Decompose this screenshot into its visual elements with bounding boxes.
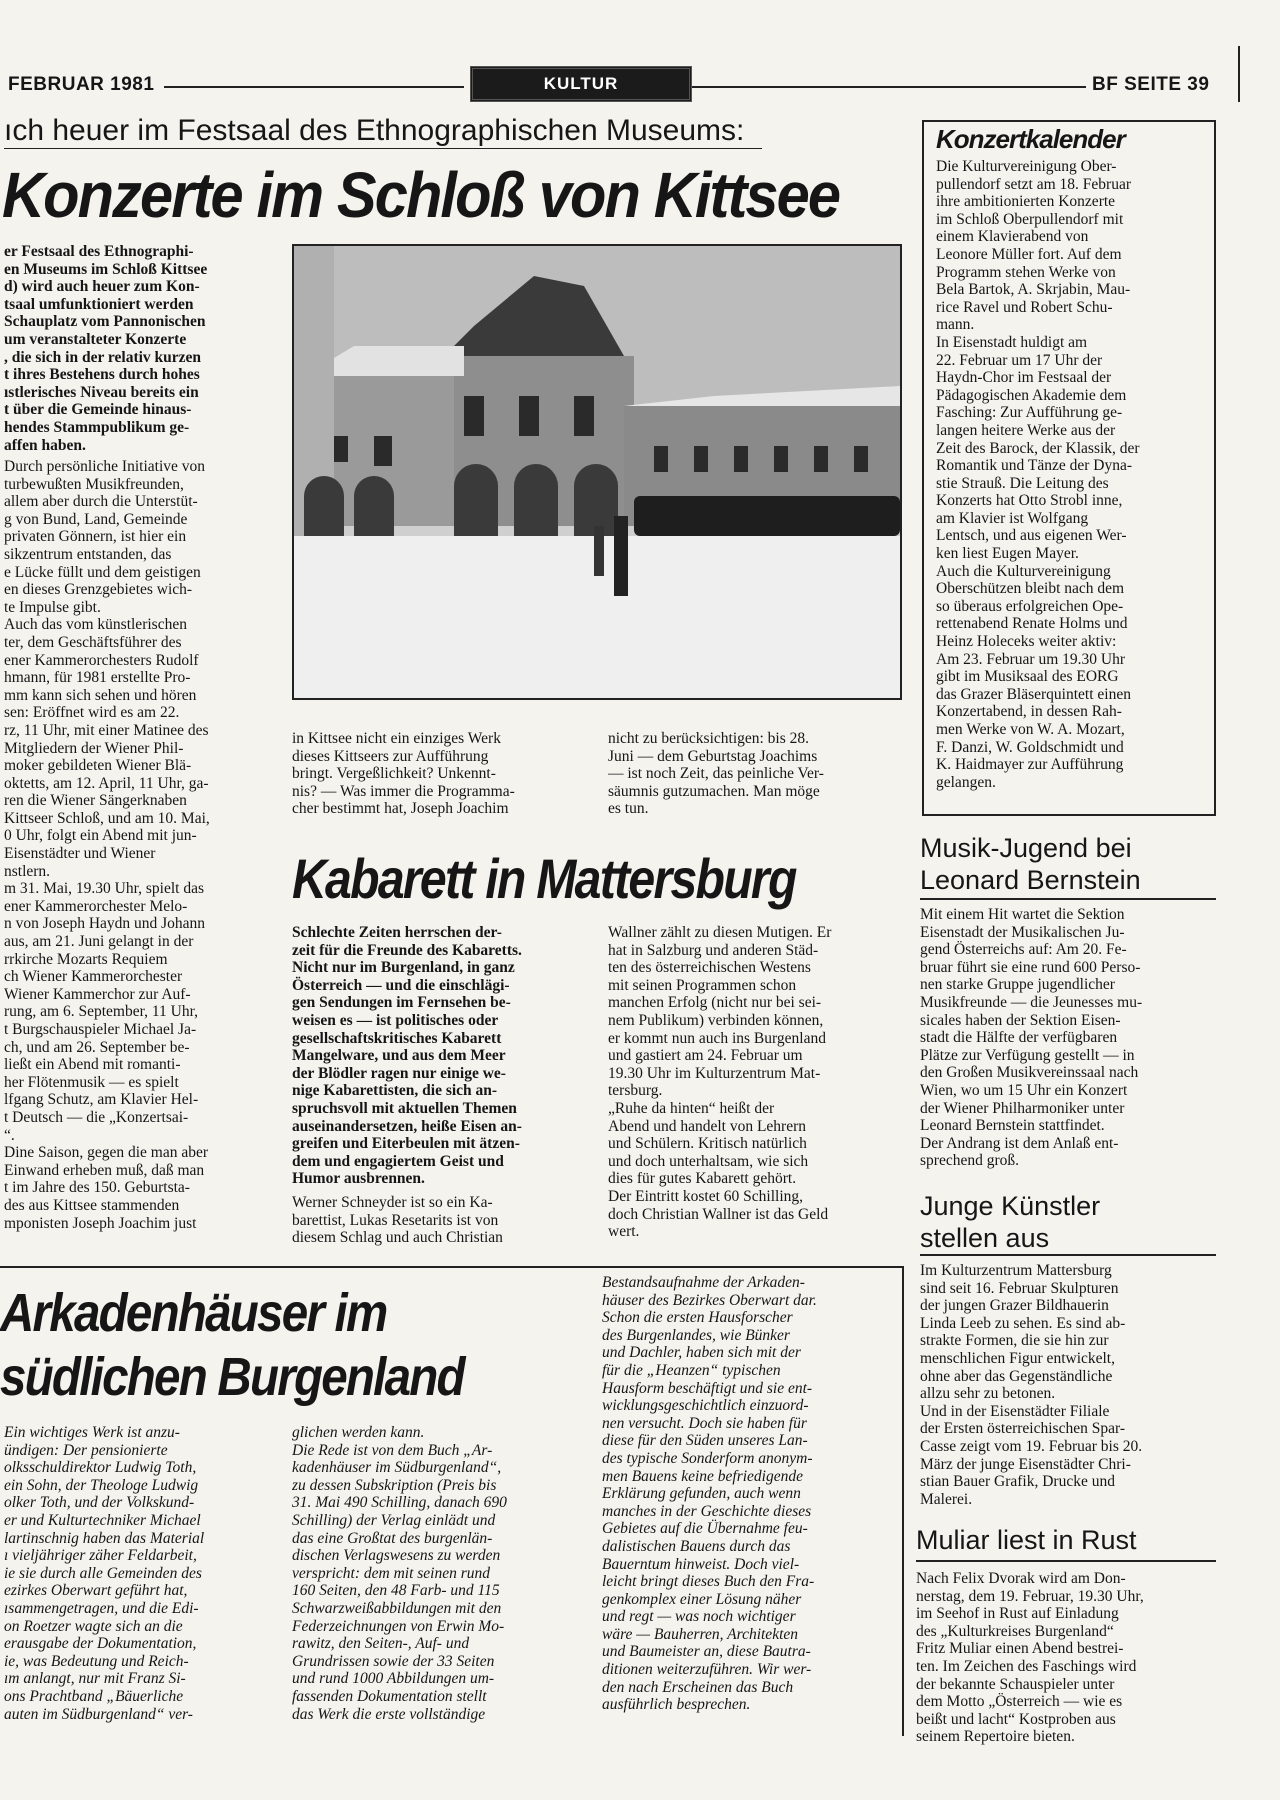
arkaden-body-col2: glichen werden kann. Die Rede ist von dem Buch „Ar- kadenhäuser im Südburgenland“, zu dessen Subskription (Preis bis 31. Mai 490 Schilling, danach 690 Schilling) der Verlag einlädt und das eine Großtat des burgenlän- dischen Verlagswesens zu werden verspricht: dem mit seinen rund 160 Seiten, den 48 Farb- und 115 Schwarzweißabbildungen mit den Federzeichnungen von Erwin Mo- rawitz, den Seiten-, Auf- und Grundrissen sowie der 33 Seiten und rund 1000 Abbildungen um- fassenden Dokumentation stellt das Werk die erste vollständige (292, 1424, 507, 1723)
muliar-rule (916, 1560, 1216, 1562)
kabarett-body-col2: Wallner zählt zu diesen Mutigen. Er hat in Salzburg und anderen Städ- ten des österreichischen Westens mit seinen Programmen schon manchen Erfolg (nicht nur bei sei- nem Publikum) verbinden können, er kommt nun auch ins Burgenland und gastiert am 24. Februar um 19.30 Uhr im Kulturzentrum Mat- tersburg. „Ruhe da hinten“ heißt der Abend und handelt von Lehrern und Schülern. Kritisch natürlich und doch unterhaltsam, wie sich dies für gutes Kabarett gehört. Der Eintritt kostet 60 Schilling, doch Christian Wallner ist das Geld wert. (608, 924, 832, 1241)
photo-drawing (294, 246, 900, 698)
schloss-kittsee-photo (292, 244, 902, 700)
header-rule-right (692, 86, 1086, 88)
junge-kuenstler-rule (920, 1254, 1216, 1256)
konzertkalender-text: Die Kulturvereinigung Ober- pullendorf setzt am 18. Februar ihre ambitionierten Konzerte im Schloß Oberpullendorf mit einem Klavierabend von Leonore Müller fort. Auf dem Programm stehen Werke von Bela Bartok, A. Skrjabin, Mau- rice Ravel und Robert Schu- mann. In Eisenstadt huldigt am 22. Februar um 17 Uhr der Haydn-Chor im Festsaal der Pädagogischen Akademie dem Fasching: Zur Aufführung ge- langen heitere Werke aus der Zeit des Barock, der Klassik, der Romantik und Tänze der Dyna- stie Strauß. Die Leitung des Konzerts hat Otto Strobl inne, am Klavier ist Wolfgang Lentsch, und aus eigenen Wer- ken liest Eugen Mayer. Auch die Kulturvereinigung Oberschützen bleibt nach dem so überaus erfolgreichen Ope- rettenabend Renate Holms und Heinz Holeceks weiter aktiv: Am 23. Februar um 19.30 Uhr gibt im Musiksaal des EORG das Grazer Bläserquintett einen Konzertabend, in dessen Rah- men Werke von W. A. Mozart, F. Danzi, W. Goldschmidt und K. Haidmayer zur Aufführung gelangen. (936, 158, 1140, 791)
kabarett-headline: Kabarett in Mattersburg (292, 847, 796, 910)
kittsee-headline: Konzerte im Schloß von Kittsee (2, 159, 840, 231)
arkaden-body-col1: Ein wichtiges Werk ist anzu- ündigen: Der pensionierte olksschuldirektor Ludwig Toth, ein Sohn, der Theologe Ludwig olker Toth, und der Volkskund- er und Kulturtechniker Michael lartinschnig haben das Material ı vieljähriger zäher Feldarbeit, ie sie durch alle Gemeinden des ezirkes Oberwart geführt hat, ısammengetragen, und die Edi- on Roetzer wagte sich an die erausgabe der Dokumentation, ie, was Bedeutung und Reich- ım anlangt, nur mit Franz Si- ons Prachtband „Bäuerliche auten im Südburgenland“ ver- (4, 1424, 205, 1723)
kicker-underline (4, 148, 762, 149)
junge-kuenstler-title: Junge Künstler stellen aus (920, 1191, 1101, 1253)
edge-mark (1238, 46, 1240, 102)
kittsee-lead: er Festsaal des Ethnographi- en Museums im Schloß Kittsee d) wird auch heuer zum Kon- tsaal umfunktioniert werden Schauplatz vom Pannonischen um veranstalteter Konzerte , die sich in der relativ kurzen t ihres Bestehens durch hohes ıstlerisches Niveau bereits ein t über die Gemeinde hinaus- hendes Stammpublikum ge- affen haben. (4, 243, 208, 454)
page-number: BF SEITE 39 (1092, 74, 1210, 95)
kittsee-kicker: ıch heuer im Festsaal des Ethnographischen Museums: (4, 114, 745, 147)
arkaden-headline-line2: südlichen Burgenland (0, 1347, 464, 1407)
junge-kuenstler-text: Im Kulturzentrum Mattersburg sind seit 16. Februar Skulpturen der jungen Grazer Bildhauerin Linda Leeb zu sehen. Es sind ab- strakte Formen, die sie hin zur menschlichen Figur entwickelt, ohne aber das Gegenständliche allzu sehr zu betonen. Und in der Eisenstädter Filiale der Ersten österreichischen Spar- Casse zeigt vom 19. Februar bis 20. März der junge Eisenstädter Chri- stian Bauer Grafik, Drucke und Malerei. (920, 1262, 1143, 1508)
muliar-title: Muliar liest in Rust (916, 1525, 1137, 1555)
konzertkalender-title: Konzertkalender (936, 124, 1125, 154)
kittsee-body-col1: Durch persönliche Initiative von turbewußten Musikfreunden, allem aber durch die Unterstüt- g von Bund, Land, Gemeinde privaten Gönnern, ist hier ein sikzentrum entstanden, das e Lücke füllt und dem geistigen en dieses Grenzgebietes wich- te Impulse gibt. Auch das vom künstlerischen ter, dem Geschäftsführer des ener Kammerorchesters Rudolf hmann, für 1981 erstellte Pro- mm kann sich sehen und hören sen: Eröffnet wird es am 22. rz, 11 Uhr, mit einer Matinee des Mitgliedern der Wiener Phil- moker gebildeten Wiener Blä- oktetts, am 12. April, 11 Uhr, ga- ren die Wiener Sängerknaben Kittseer Schloß, und am 10. Mai, 0 Uhr, folgt ein Abend mit jun- Eisenstädter und Wiener nstlern. m 31. Mai, 19.30 Uhr, spielt das ener Kammerorchester Melo- n von Joseph Haydn und Johann aus, am 21. Juni gelangt in der rrkirche Mozarts Requiem ch Wiener Kammerorchester Wiener Kammerchor zur Auf- rung, am 6. September, 11 Uhr, t Burgschauspieler Michael Ja- ch, und am 26. September be- ließt ein Abend mit romanti- her Flötenmusik — es spielt lfgang Schutz, am Klavier Hel- t Deutsch — die „Konzertsai- “. Dine Saison, gegen die man aber Einwand erheben muß, daß man t im Jahre des 150. Geburtsta- des aus Kittsee stammenden mponisten Joseph Joachim just (4, 458, 210, 1232)
issue-date: FEBRUAR 1981 (8, 74, 155, 95)
arkaden-headline-line1: Arkadenhäuser im (0, 1283, 387, 1343)
kabarett-lead: Schlechte Zeiten herrschen der- zeit für die Freunde des Kabaretts. Nicht nur im Burgenland, in ganz Österreich — und die einschlägi- gen Sendungen im Fernsehen be- weisen es — ist politisches oder gesellschaftskritisches Kabarett Mangelware, und aus dem Meer der Blödler ragen nur einige we- nige Kabarettisten, die sich an- spruchsvoll mit aktuellen Themen auseinandersetzen, heiße Eisen an- greifen und Eiterbeulen mit ätzen- dem und engagiertem Geist und Humor ausbrennen. (292, 924, 522, 1188)
kittsee-body-col2: in Kittsee nicht ein einziges Werk dieses Kittseers zur Aufführung bringt. Vergeßlichkeit? Unkennt- nis? — Was immer die Programma- cher bestimmt hat, Joseph Joachim (292, 730, 515, 818)
arkaden-top-rule (0, 1266, 902, 1268)
musik-jugend-text: Mit einem Hit wartet die Sektion Eisenstadt der Musikalischen Ju- gend Österreichs auf: Am 20. Fe- bruar führt sie eine rund 600 Perso- nen starke Gruppe jugendlicher Musikfreunde — die Jeunesses mu- sicales haben der Sektion Eisen- stadt die Hälfte der verfügbaren Plätze zur Verfügung gestellt — in den Großen Musikvereinssaal nach Wien, wo um 15 Uhr ein Konzert der Wiener Philharmoniker unter Leonard Bernstein stattfindet. Der Andrang ist dem Anlaß ent- sprechend groß. (920, 906, 1143, 1170)
muliar-text: Nach Felix Dvorak wird am Don- nerstag, dem 19. Februar, 19.30 Uhr, im Seehof in Rust auf Einladung des „Kulturkreises Burgenland“ Fritz Muliar einen Abend bestrei- ten. Im Zeichen des Faschings wird der bekannte Schauspieler unter dem Motto „Österreich — wie es beißt und lacht“ Kostproben aus seinem Repertoire bieten. (916, 1570, 1144, 1746)
musik-jugend-rule (920, 898, 1216, 900)
section-label: KULTUR (470, 66, 692, 102)
kabarett-body-col1: Werner Schneyder ist so ein Ka- barettist, Lukas Resetarits ist von diesem Schlag und auch Christian (292, 1194, 503, 1247)
arkaden-body-col3: Bestandsaufnahme der Arkaden- häuser des Bezirkes Oberwart dar. Schon die ersten Hausforscher des Burgenlandes, wie Bünker und Dachler, haben sich mit der für die „Heanzen“ typischen Hausform beschäftigt und sie ent- wicklungsgeschichtlich einzuord- nen versucht. Doch sie haben für diese für den Süden unseres Lan- des typische Sonderform anonym- men Bauens keine befriedigende Erklärung gefunden, auch wenn manches in der Geschichte dieses Gebietes auf die Übernahme feu- dalistischen Bauens durch das Bauerntum hinweist. Doch viel- leicht bringt dieses Buch den Fra- genkomplex einer Lösung näher und regt — was noch wichtiger wäre — Bauherren, Architekten und Baumeister an, diese Bautra- ditionen weiterzuführen. Wir wer- den nach Erscheinen das Buch ausführlich besprechen. (602, 1274, 817, 1714)
arkaden-right-rule (902, 1266, 904, 1736)
header-rule-left (164, 86, 464, 88)
kittsee-body-col3: nicht zu berücksichtigen: bis 28. Juni — dem Geburtstag Joachims — ist noch Zeit, das peinliche Ver- säumnis gutzumachen. Man möge es tun. (608, 730, 824, 818)
musik-jugend-title: Musik-Jugend bei Leonard Bernstein (920, 833, 1141, 895)
